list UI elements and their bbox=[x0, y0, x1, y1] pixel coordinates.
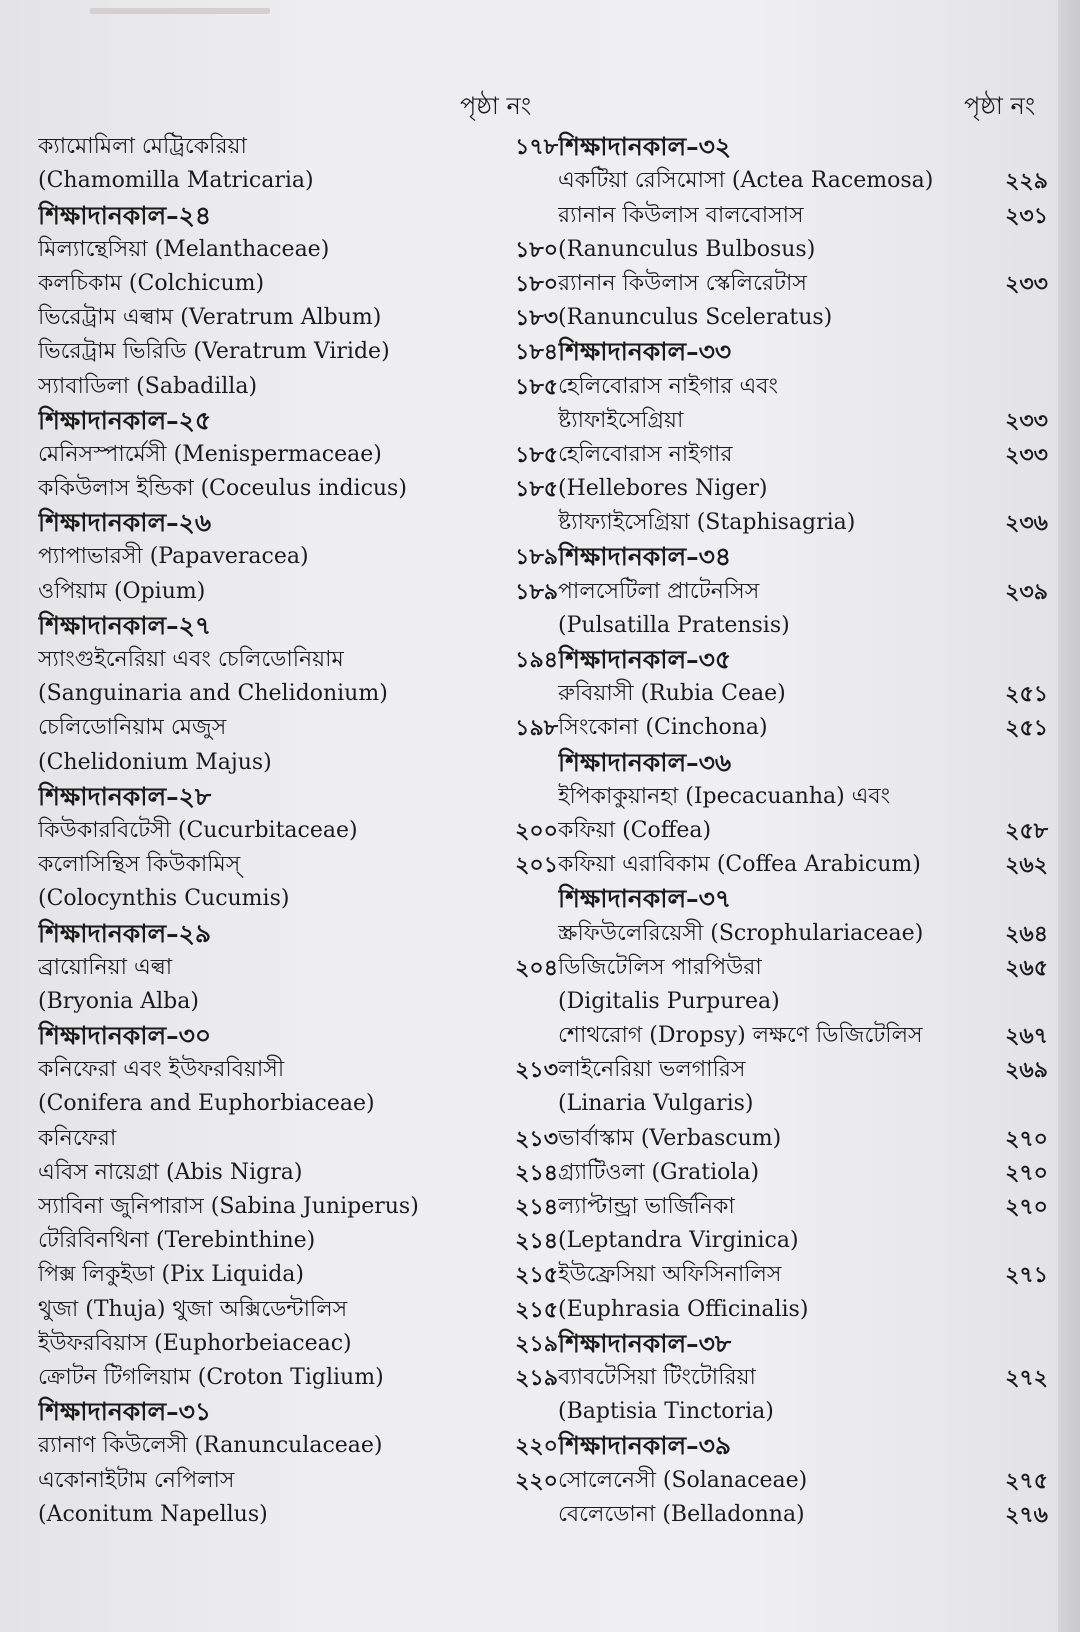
entry-page-number: ১৮০ bbox=[515, 236, 558, 263]
entry-title: শোথরোগ (Dropsy) লক্ষণে ডিজিটেলিস bbox=[558, 1023, 923, 1049]
section-heading bbox=[38, 404, 558, 438]
contents-entry bbox=[38, 985, 558, 1019]
contents-entry bbox=[38, 1292, 558, 1326]
entry-title: প্যাপাভারসী (Papaveracea) bbox=[38, 544, 309, 570]
top-strip bbox=[90, 8, 270, 14]
entry-title: শিক্ষাদানকাল–৩৪ bbox=[558, 542, 732, 572]
entry-title: থুজা (Thuja) থুজা অক্সিডেন্টালিস bbox=[38, 1296, 348, 1322]
entry-title: (Hellebores Niger) bbox=[558, 476, 768, 502]
entry-title: শিক্ষাদানকাল–৩০ bbox=[38, 1021, 212, 1051]
entry-title: (Conifera and Euphorbiaceae) bbox=[38, 1091, 375, 1117]
contents-entry bbox=[38, 677, 558, 711]
entry-title: কলচিকাম (Colchicum) bbox=[38, 270, 265, 296]
entry-page-number: ২৭৬ bbox=[1005, 1501, 1048, 1528]
entry-title: ইউফরবিয়াস (Euphorbeiaceac) bbox=[38, 1330, 352, 1356]
entry-title: বেলেডোনা (Belladonna) bbox=[558, 1501, 805, 1527]
contents-entry bbox=[38, 1053, 558, 1087]
contents-entry bbox=[38, 1156, 558, 1190]
contents-entry bbox=[558, 1395, 1048, 1429]
section-heading bbox=[558, 643, 1048, 677]
entry-title: একোনাইটাম নেপিলাস bbox=[38, 1467, 235, 1493]
entry-page-number: ২৭১ bbox=[1005, 1262, 1048, 1289]
contents-entry bbox=[558, 369, 1048, 403]
entry-title: র‍্যানাণ কিউলেসী (Ranunculaceae) bbox=[38, 1433, 383, 1459]
contents-entry bbox=[38, 951, 558, 985]
page-number-header-right: পৃষ্ঠা নং bbox=[964, 92, 1036, 120]
contents-entry bbox=[558, 711, 1048, 745]
entry-title: শিক্ষাদানকাল–২৭ bbox=[38, 610, 212, 640]
entry-page-number: ১৯৮ bbox=[515, 715, 558, 742]
entry-page-number: ১৮৩ bbox=[515, 305, 558, 332]
entry-page-number: ২৩৬ bbox=[1005, 510, 1048, 537]
contents-entry bbox=[558, 1463, 1048, 1497]
entry-title: (Baptisia Tinctoria) bbox=[558, 1399, 774, 1425]
contents-entry bbox=[558, 1292, 1048, 1326]
contents-entry bbox=[38, 574, 558, 608]
entry-page-number: ২৭০ bbox=[1005, 1194, 1048, 1220]
entry-title: কিউকারবিটেসী (Cucurbitaceae) bbox=[38, 817, 358, 843]
section-heading bbox=[38, 609, 558, 643]
entry-title: কনিফেরা bbox=[38, 1125, 117, 1151]
contents-entry bbox=[558, 233, 1048, 267]
entry-page-number: ২২০ bbox=[515, 1433, 558, 1460]
entry-title: স্যাবাডিলা (Sabadilla) bbox=[38, 373, 258, 399]
entry-title: (Pulsatilla Pratensis) bbox=[558, 612, 790, 638]
entry-title: ইপিকাকুয়ানহা (Ipecacuanha) এবং bbox=[558, 783, 891, 809]
entry-title: (Euphrasia Officinalis) bbox=[558, 1296, 809, 1322]
entry-page-number: ২১৩ bbox=[515, 1057, 558, 1084]
contents-entry bbox=[38, 130, 558, 164]
entry-page-number: ২৬৪ bbox=[1005, 920, 1048, 947]
contents-entry bbox=[38, 882, 558, 916]
entry-title: এবিস নায়েগ্রা (Abis Nigra) bbox=[38, 1159, 303, 1185]
entry-page-number: ১৮৯ bbox=[515, 544, 558, 571]
contents-entry bbox=[558, 848, 1048, 882]
contents-entry bbox=[558, 814, 1048, 848]
contents-entry bbox=[558, 1224, 1048, 1258]
entry-title: (Chelidonium Majus) bbox=[38, 749, 272, 775]
contents-entry bbox=[38, 1429, 558, 1463]
section-heading bbox=[38, 506, 558, 540]
section-heading bbox=[558, 130, 1048, 164]
contents-column-left bbox=[38, 130, 558, 1532]
entry-title: ষ্ট্যাফ্যাইসেগ্রিয়া (Staphisagria) bbox=[558, 510, 856, 536]
contents-entry bbox=[558, 472, 1048, 506]
entry-title: শিক্ষাদানকাল–৩৫ bbox=[558, 645, 732, 674]
entry-title: স্ক্রফিউলেরিয়েসী (Scrophulariaceae) bbox=[558, 920, 924, 946]
section-heading bbox=[38, 1019, 558, 1053]
entry-page-number: ১৮৫ bbox=[515, 476, 558, 503]
entry-title: শিক্ষাদানকাল–২৯ bbox=[38, 918, 212, 948]
contents-entry bbox=[38, 267, 558, 301]
entry-title: শিক্ষাদানকাল–৩১ bbox=[38, 1397, 212, 1427]
entry-page-number: ২১৪ bbox=[515, 1194, 558, 1220]
entry-title: সোলেনেসী (Solanaceae) bbox=[558, 1467, 808, 1493]
entry-title: ভিরেট্রাম এল্বাম (Veratrum Album) bbox=[38, 305, 382, 331]
entry-title: (Ranunculus Bulbosus) bbox=[558, 236, 816, 262]
entry-page-number: ২৩৩ bbox=[1005, 270, 1048, 297]
entry-page-number: ২১৯ bbox=[515, 1364, 558, 1391]
entry-page-number: ২৭২ bbox=[1005, 1364, 1048, 1391]
contents-entry bbox=[558, 1361, 1048, 1395]
entry-title: ডিজিটেলিস পারপিউরা bbox=[558, 954, 762, 980]
contents-entry bbox=[38, 1361, 558, 1395]
contents-entry bbox=[558, 301, 1048, 335]
entry-title: ক্রোটন টিগলিয়াম (Croton Tiglium) bbox=[38, 1364, 384, 1390]
page-number-header-left: পৃষ্ঠা নং bbox=[460, 92, 532, 120]
entry-page-number: ২১৪ bbox=[515, 1159, 558, 1186]
entry-page-number: ১৮৯ bbox=[515, 578, 558, 605]
contents-column-right bbox=[558, 130, 1048, 1532]
entry-title: ভার্বাস্কাম (Verbascum) bbox=[558, 1125, 782, 1151]
section-heading bbox=[558, 1327, 1048, 1361]
section-heading bbox=[558, 1429, 1048, 1463]
contents-entry bbox=[38, 1121, 558, 1155]
section-heading bbox=[558, 540, 1048, 574]
entry-title: পালসেটিলা প্রাটেনসিস bbox=[558, 578, 760, 604]
entry-title: (Bryonia Alba) bbox=[38, 988, 199, 1014]
contents-entry bbox=[558, 1121, 1048, 1155]
contents-entry bbox=[38, 1327, 558, 1361]
entry-title: শিক্ষাদানকাল–৩৮ bbox=[558, 1328, 732, 1358]
contents-entry bbox=[38, 711, 558, 745]
entry-title: ওপিয়াম (Opium) bbox=[38, 578, 206, 604]
contents-entry bbox=[558, 916, 1048, 950]
contents-entry bbox=[38, 1087, 558, 1121]
entry-page-number: ২৫১ bbox=[1005, 715, 1048, 742]
entry-page-number: ২১৯ bbox=[515, 1330, 558, 1357]
contents-entry bbox=[38, 540, 558, 574]
entry-title: হেলিবোরাস নাইগার bbox=[558, 441, 733, 467]
contents-entry bbox=[38, 745, 558, 779]
contents-entry bbox=[558, 677, 1048, 711]
contents-entry bbox=[38, 1463, 558, 1497]
entry-title: মিল্যান্থেসিয়া (Melanthaceae) bbox=[38, 236, 330, 262]
entry-page-number: ১৯৪ bbox=[515, 647, 558, 673]
entry-title: শিক্ষাদানকাল–৩২ bbox=[558, 132, 732, 162]
entry-title: কফিয়া (Coffea) bbox=[558, 817, 712, 843]
contents-entry bbox=[558, 404, 1048, 438]
entry-title: শিক্ষাদানকাল–৩৬ bbox=[558, 747, 732, 777]
entry-title: শিক্ষাদানকাল–২৮ bbox=[38, 781, 212, 811]
contents-entry bbox=[38, 438, 558, 472]
contents-entry bbox=[558, 267, 1048, 301]
entry-title: গ্র্যাটিওলা (Gratiola) bbox=[558, 1159, 760, 1185]
entry-title: (Linaria Vulgaris) bbox=[558, 1091, 754, 1117]
entry-page-number: ১৮৫ bbox=[515, 441, 558, 468]
entry-title: হেলিবোরাস নাইগার এবং bbox=[558, 373, 778, 399]
entry-page-number: ২৬৫ bbox=[1005, 954, 1048, 981]
contents-entry bbox=[558, 609, 1048, 643]
entry-page-number: ২৩৯ bbox=[1005, 578, 1048, 605]
entry-title: শিক্ষাদানকাল–২৬ bbox=[38, 508, 212, 538]
entry-title: (Ranunculus Sceleratus) bbox=[558, 305, 833, 331]
entry-title: ষ্ট্যাফাইসেগ্রিয়া bbox=[558, 407, 684, 433]
entry-title: ককিউলাস ইন্ডিকা (Coceulus indicus) bbox=[38, 476, 407, 502]
entry-title: চেলিডোনিয়াম মেজুস bbox=[38, 715, 227, 741]
contents-entry bbox=[558, 1053, 1048, 1087]
contents-entry bbox=[558, 985, 1048, 1019]
entry-title: (Chamomilla Matricaria) bbox=[38, 168, 314, 194]
section-heading bbox=[558, 882, 1048, 916]
contents-entry bbox=[38, 233, 558, 267]
entry-page-number: ২১৩ bbox=[515, 1125, 558, 1152]
entry-title: (Sanguinaria and Chelidonium) bbox=[38, 681, 388, 707]
entry-title: রুবিয়াসী (Rubia Ceae) bbox=[558, 681, 786, 707]
entry-page-number: ২৩৩ bbox=[1005, 441, 1048, 468]
entry-page-number: ২৫৮ bbox=[1005, 817, 1048, 844]
entry-title: র‍্যানান কিউলাস বালবোসাস bbox=[558, 202, 804, 228]
entry-title: ইউফ্রেসিয়া অফিসিনালিস bbox=[558, 1262, 782, 1288]
contents-entry bbox=[38, 301, 558, 335]
entry-page-number: ২৬৭ bbox=[1005, 1023, 1048, 1050]
entry-page-number: ২৩৩ bbox=[1005, 407, 1048, 434]
entry-page-number: ১৮৫ bbox=[515, 373, 558, 400]
entry-title: মেনিসস্পার্মেসী (Menispermaceae) bbox=[38, 441, 382, 467]
section-heading bbox=[38, 1395, 558, 1429]
entry-title: (Digitalis Purpurea) bbox=[558, 988, 780, 1014]
entry-title: (Colocynthis Cucumis) bbox=[38, 886, 290, 912]
entry-title: কনিফেরা এবং ইউফরবিয়াসী bbox=[38, 1057, 285, 1083]
contents-entry bbox=[38, 1190, 558, 1224]
entry-title: লাইনেরিয়া ভলগারিস bbox=[558, 1057, 746, 1083]
entry-title: স্যাবিনা জুনিপারাস (Sabina Juniperus) bbox=[38, 1194, 419, 1219]
contents-entry bbox=[38, 369, 558, 403]
entry-title: একটিয়া রেসিমোসা (Actea Racemosa) bbox=[558, 168, 934, 194]
contents-entry bbox=[38, 814, 558, 848]
entry-title: পিক্স লিকুইডা (Pix Liquida) bbox=[38, 1262, 305, 1288]
entry-title: ক্যামোমিলা মেট্রিকেরিয়া bbox=[38, 134, 247, 160]
entry-page-number: ২৭০ bbox=[1005, 1159, 1048, 1186]
contents-entry bbox=[38, 1224, 558, 1258]
entry-page-number: ২০০ bbox=[515, 817, 558, 844]
entry-title: টেরিবিনথিনা (Terebinthine) bbox=[38, 1228, 316, 1254]
contents-entry bbox=[38, 335, 558, 369]
entry-title: ভিরেট্রাম ভিরিডি (Veratrum Viride) bbox=[38, 339, 390, 365]
entry-title: স্যাংগুইনেরিয়া এবং চেলিডোনিয়াম bbox=[38, 647, 344, 672]
contents-entry bbox=[558, 780, 1048, 814]
section-heading bbox=[38, 780, 558, 814]
entry-title: শিক্ষাদানকাল–২৪ bbox=[38, 200, 212, 230]
entry-title: সিংকোনা (Cinchona) bbox=[558, 715, 768, 741]
entry-title: (Aconitum Napellus) bbox=[38, 1501, 268, 1527]
contents-entry bbox=[38, 848, 558, 882]
contents-entry bbox=[38, 643, 558, 677]
contents-entry bbox=[558, 1156, 1048, 1190]
contents-entry bbox=[558, 1019, 1048, 1053]
entry-page-number: ১৮০ bbox=[515, 270, 558, 297]
contents-entry bbox=[38, 1498, 558, 1532]
contents-entry bbox=[38, 472, 558, 506]
entry-title: (Leptandra Virginica) bbox=[558, 1228, 799, 1254]
contents-entry bbox=[558, 951, 1048, 985]
entry-title: শিক্ষাদানকাল–৩৯ bbox=[558, 1431, 732, 1461]
contents-entry bbox=[558, 574, 1048, 608]
contents-entry bbox=[558, 1087, 1048, 1121]
entry-page-number: ২৭০ bbox=[1005, 1125, 1048, 1152]
contents-entry bbox=[558, 164, 1048, 198]
contents-entry bbox=[558, 198, 1048, 232]
entry-title: শিক্ষাদানকাল–২৫ bbox=[38, 405, 212, 435]
entry-title: ব্যাবটেসিয়া টিংটোরিয়া bbox=[558, 1364, 756, 1390]
contents-entry bbox=[558, 1258, 1048, 1292]
entry-page-number: ২২০ bbox=[515, 1467, 558, 1494]
entry-page-number: ২০১ bbox=[515, 852, 558, 879]
entry-page-number: ২১৫ bbox=[515, 1296, 558, 1323]
entry-title: ব্রায়োনিয়া এল্বা bbox=[38, 954, 173, 980]
entry-page-number: ২৬২ bbox=[1005, 852, 1048, 879]
section-heading bbox=[558, 745, 1048, 779]
contents-entry bbox=[558, 438, 1048, 472]
entry-page-number: ১৮৪ bbox=[515, 339, 558, 366]
entry-page-number: ২২৯ bbox=[1005, 168, 1048, 195]
page-edge bbox=[1058, 0, 1080, 1632]
entry-title: ল্যাপ্টান্ড্রা ভার্জিনিকা bbox=[558, 1194, 735, 1219]
entry-page-number: ২০৪ bbox=[515, 954, 558, 981]
contents-entry bbox=[38, 1258, 558, 1292]
section-heading bbox=[558, 335, 1048, 369]
section-heading bbox=[38, 198, 558, 232]
section-heading bbox=[38, 916, 558, 950]
entry-page-number: ২১৪ bbox=[515, 1228, 558, 1255]
entry-title: কফিয়া এরাবিকাম (Coffea Arabicum) bbox=[558, 852, 921, 878]
entry-title: র‍্যানান কিউলাস স্কেলিরেটাস bbox=[558, 270, 807, 296]
contents-entry bbox=[558, 1498, 1048, 1532]
entry-title: শিক্ষাদানকাল–৩৩ bbox=[558, 337, 732, 367]
contents-entry bbox=[558, 506, 1048, 540]
entry-page-number: ২৬৯ bbox=[1005, 1057, 1048, 1084]
entry-title: কলোসিন্থিস কিউকামিস্ bbox=[38, 852, 241, 878]
contents-entry bbox=[558, 1190, 1048, 1224]
entry-page-number: ২৩১ bbox=[1005, 202, 1048, 229]
entry-page-number: ২৭৫ bbox=[1005, 1467, 1048, 1494]
entry-page-number: ১৭৮ bbox=[515, 134, 558, 161]
entry-page-number: ২১৫ bbox=[515, 1262, 558, 1289]
entry-title: শিক্ষাদানকাল–৩৭ bbox=[558, 884, 732, 914]
contents-entry bbox=[38, 164, 558, 198]
entry-page-number: ২৫১ bbox=[1005, 681, 1048, 708]
